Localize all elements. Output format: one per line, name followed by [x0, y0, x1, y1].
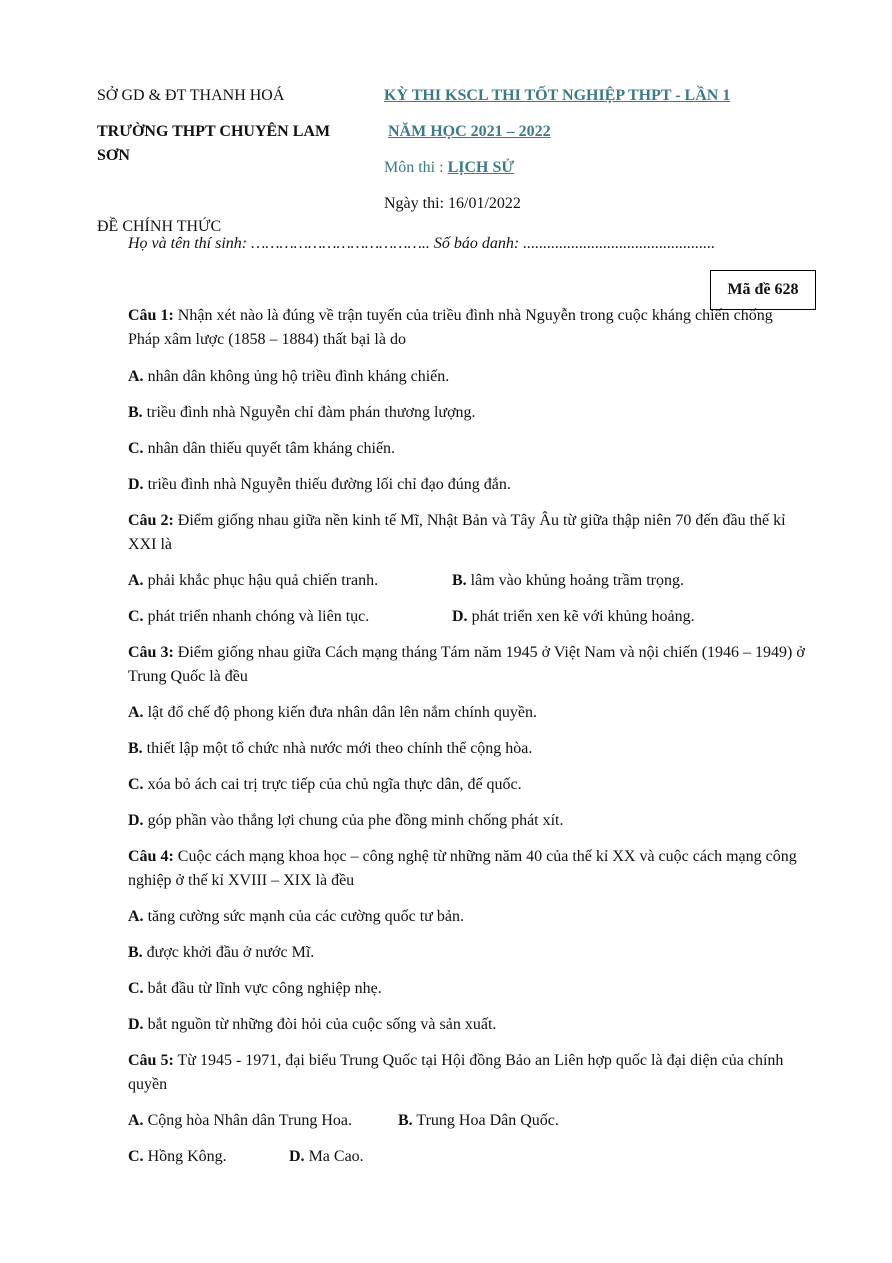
option-text: tăng cường sức mạnh của các cường quốc tư bản.	[143, 908, 464, 925]
question-2	[128, 509, 808, 557]
department-name: SỞ GD & ĐT THANH HOÁ	[97, 87, 285, 104]
question-label: Câu 3:	[128, 644, 174, 661]
option-text: Trung Hoa Dân Quốc.	[412, 1112, 559, 1129]
option-label: A.	[128, 1112, 144, 1129]
q5-option-d[interactable]	[289, 1145, 364, 1169]
question-label: Câu 4:	[128, 848, 174, 865]
q1-option-b[interactable]	[128, 401, 476, 425]
option-text: lâm vào khủng hoảng trầm trọng.	[466, 572, 684, 589]
candidate-number-label: Số báo danh:	[433, 235, 520, 252]
question-4	[128, 845, 808, 893]
option-text: thiết lập một tổ chức nhà nước mới theo chính thể cộng hòa.	[142, 740, 533, 757]
option-label: D.	[128, 1016, 144, 1033]
option-text: phát triển xen kẽ với khủng hoảng.	[467, 608, 695, 625]
q1-option-d[interactable]	[128, 473, 511, 497]
q2-option-c[interactable]	[128, 605, 369, 629]
option-label: B.	[398, 1112, 413, 1129]
school-name-line1: TRƯỜNG THPT CHUYÊN LAM	[97, 123, 331, 140]
q3-option-b[interactable]	[128, 737, 532, 761]
q2-option-d[interactable]	[452, 605, 695, 629]
q5-option-a[interactable]	[128, 1109, 352, 1133]
option-text: bắt nguồn từ những đòi hỏi của cuộc sống và sản xuất.	[143, 1016, 497, 1033]
option-label: D.	[128, 812, 144, 829]
q5-option-b[interactable]	[398, 1109, 559, 1133]
option-label: A.	[128, 704, 144, 721]
question-label: Câu 1:	[128, 307, 174, 324]
school-year: NĂM HỌC 2021 – 2022	[388, 123, 551, 140]
option-label: C.	[128, 608, 144, 625]
q4-option-b[interactable]	[128, 941, 314, 965]
option-label: A.	[128, 908, 144, 925]
subject-label: Môn thi :	[384, 159, 448, 176]
option-text: Ma Cao.	[304, 1148, 364, 1165]
option-text: Cộng hòa Nhân dân Trung Hoa.	[143, 1112, 352, 1129]
option-label: B.	[452, 572, 467, 589]
question-label: Câu 5:	[128, 1052, 174, 1069]
option-text: triều đình nhà Nguyễn chỉ đàm phán thương lượng.	[142, 404, 476, 421]
subject-line	[384, 159, 514, 177]
option-label: B.	[128, 404, 143, 421]
q3-option-a[interactable]	[128, 701, 537, 725]
option-label: A.	[128, 572, 144, 589]
option-label: C.	[128, 1148, 144, 1165]
option-text: nhân dân thiếu quyết tâm kháng chiến.	[143, 440, 396, 457]
exam-date: Ngày thi: 16/01/2022	[384, 195, 521, 212]
question-1	[128, 304, 808, 352]
option-text: phải khắc phục hậu quả chiến tranh.	[143, 572, 379, 589]
option-label: D.	[289, 1148, 305, 1165]
q3-option-d[interactable]	[128, 809, 564, 833]
q1-option-a[interactable]	[128, 365, 449, 389]
q4-option-d[interactable]	[128, 1013, 496, 1037]
option-label: A.	[128, 368, 144, 385]
official-label: ĐỀ CHÍNH THỨC	[97, 218, 222, 235]
q3-option-c[interactable]	[128, 773, 522, 797]
candidate-info-line	[128, 235, 719, 253]
option-text: xóa bỏ ách cai trị trực tiếp của chủ ngĩa thực dân, đế quốc.	[143, 776, 522, 793]
question-text: Điểm giống nhau giữa Cách mạng tháng Tám năm 1945 ở Việt Nam và nội chiến (1946 – 1949) ở Trung Quốc là đều	[128, 644, 805, 685]
option-label: D.	[128, 476, 144, 493]
q2-option-a[interactable]	[128, 569, 378, 593]
option-label: C.	[128, 980, 144, 997]
question-text: Từ 1945 - 1971, đại biểu Trung Quốc tại Hội đồng Bảo an Liên hợp quốc là đại diện của chính quyền	[128, 1052, 784, 1093]
q5-option-c[interactable]	[128, 1145, 227, 1169]
question-text: Nhận xét nào là đúng về trận tuyến của triều đình nhà Nguyễn trong cuộc kháng chiến chống Pháp xâm lược (1858 – 1884) thất bại là do	[128, 307, 773, 348]
question-3	[128, 641, 808, 689]
option-text: nhân dân không ủng hộ triều đình kháng chiến.	[143, 368, 450, 385]
option-text: được khởi đầu ở nước Mĩ.	[142, 944, 315, 961]
option-text: lật đổ chế độ phong kiến đưa nhân dân lên nắm chính quyền.	[143, 704, 538, 721]
q1-option-c[interactable]	[128, 437, 395, 461]
q4-option-a[interactable]	[128, 905, 464, 929]
q2-option-b[interactable]	[452, 569, 684, 593]
option-label: C.	[128, 776, 144, 793]
option-text: Hồng Kông.	[143, 1148, 227, 1165]
question-5	[128, 1049, 808, 1097]
exam-title: KỲ THI KSCL THI TỐT NGHIỆP THPT - LẦN 1	[384, 87, 731, 104]
option-text: bắt đầu từ lĩnh vực công nghiệp nhẹ.	[143, 980, 382, 997]
option-text: phát triển nhanh chóng và liên tục.	[143, 608, 370, 625]
option-text: triều đình nhà Nguyễn thiếu đường lối chỉ đạo đúng đắn.	[143, 476, 511, 493]
option-label: B.	[128, 740, 143, 757]
question-text: Điểm giống nhau giữa nền kinh tế Mĩ, Nhật Bản và Tây Âu từ giữa thập niên 70 đến đầu thế kỉ XXI là	[128, 512, 786, 553]
candidate-name-dots: ………………………………..	[251, 235, 430, 252]
candidate-name-label: Họ và tên thí sinh:	[128, 235, 248, 252]
question-text: Cuộc cách mạng khoa học – công nghệ từ những năm 40 của thế kỉ XX và cuộc cách mạng công nghiệp ở thế kỉ XVIII – XIX là đều	[128, 848, 797, 889]
option-text: góp phần vào thắng lợi chung của phe đồng minh chống phát xít.	[143, 812, 564, 829]
option-label: D.	[452, 608, 468, 625]
option-label: C.	[128, 440, 144, 457]
subject-name: LỊCH SỬ	[447, 159, 515, 176]
school-name-line2: SƠN	[97, 147, 130, 164]
q4-option-c[interactable]	[128, 977, 382, 1001]
candidate-number-dots: ................................................	[523, 235, 716, 252]
question-label: Câu 2:	[128, 512, 174, 529]
option-label: B.	[128, 944, 143, 961]
exam-code: Mã đề 628	[727, 281, 799, 298]
